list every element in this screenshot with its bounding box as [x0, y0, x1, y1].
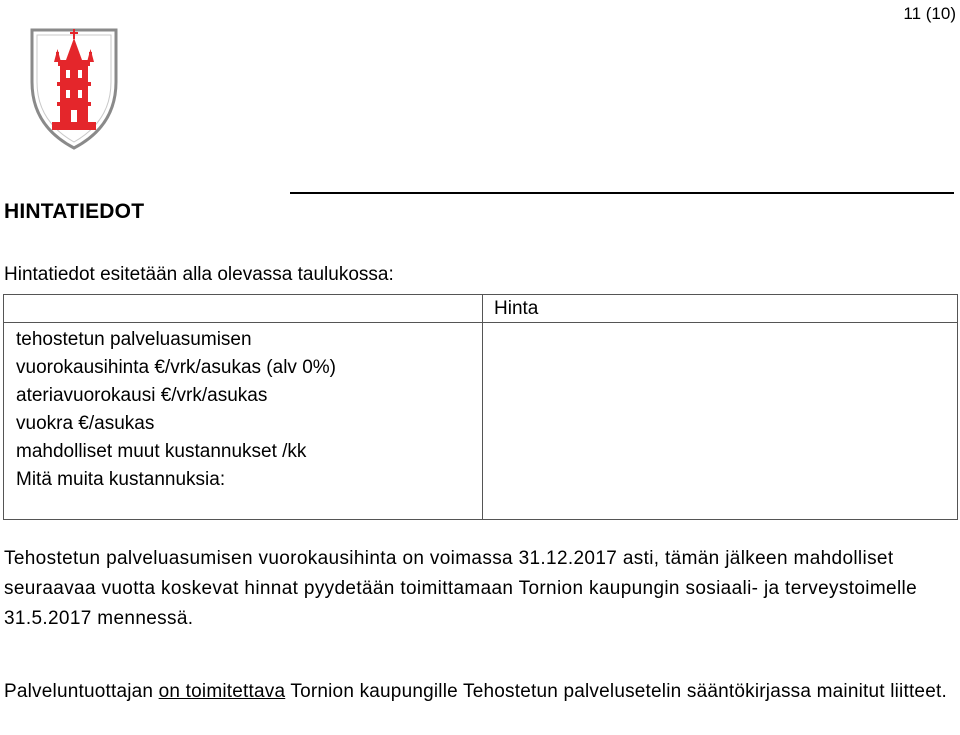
- price-header-cell: Hinta: [483, 295, 958, 323]
- price-value-cell[interactable]: [483, 323, 958, 520]
- tornio-coat-of-arms-icon: [28, 22, 120, 152]
- page-number: 11 (10): [903, 4, 956, 23]
- header-empty-cell: [4, 295, 483, 323]
- price-table: [3, 294, 958, 520]
- closing-text-end: Tornion kaupungille Tehostetun palvelusetelin sääntökirjassa mainitut liitteet.: [285, 681, 947, 702]
- closing-paragraph: [4, 677, 956, 707]
- cost-item: ateriavuorokausi €/vrk/asukas: [16, 385, 268, 406]
- cost-items-cell: [4, 323, 483, 520]
- validity-notice: Tehostetun palveluasumisen vuorokausihinta on voimassa 31.12.2017 asti, tämän jälkeen mahdolliset seuraavaa vuotta koskevat hinnat pyydetään toimittamaan Tornion kaupungin sosiaali- ja terveystoimelle 31.5.2017 mennessä.: [4, 548, 918, 629]
- cost-item: vuorokausihinta €/vrk/asukas (alv 0%): [16, 357, 336, 378]
- closing-text-start: Palveluntuottajan: [4, 681, 159, 702]
- closing-underlined-text: on toimitettava: [158, 681, 286, 702]
- cost-item: tehostetun palveluasumisen: [16, 329, 252, 350]
- cost-item: Mitä muita kustannuksia:: [16, 469, 226, 490]
- section-title: HINTATIEDOT: [4, 200, 145, 223]
- table-header-row: [4, 295, 958, 323]
- intro-text: Hintatiedot esitetään alla olevassa taulukossa:: [4, 264, 394, 285]
- cost-item: mahdolliset muut kustannukset /kk: [16, 441, 307, 462]
- header-rule: [290, 192, 954, 194]
- cost-item: vuokra €/asukas: [16, 413, 155, 434]
- table-row: [4, 323, 958, 520]
